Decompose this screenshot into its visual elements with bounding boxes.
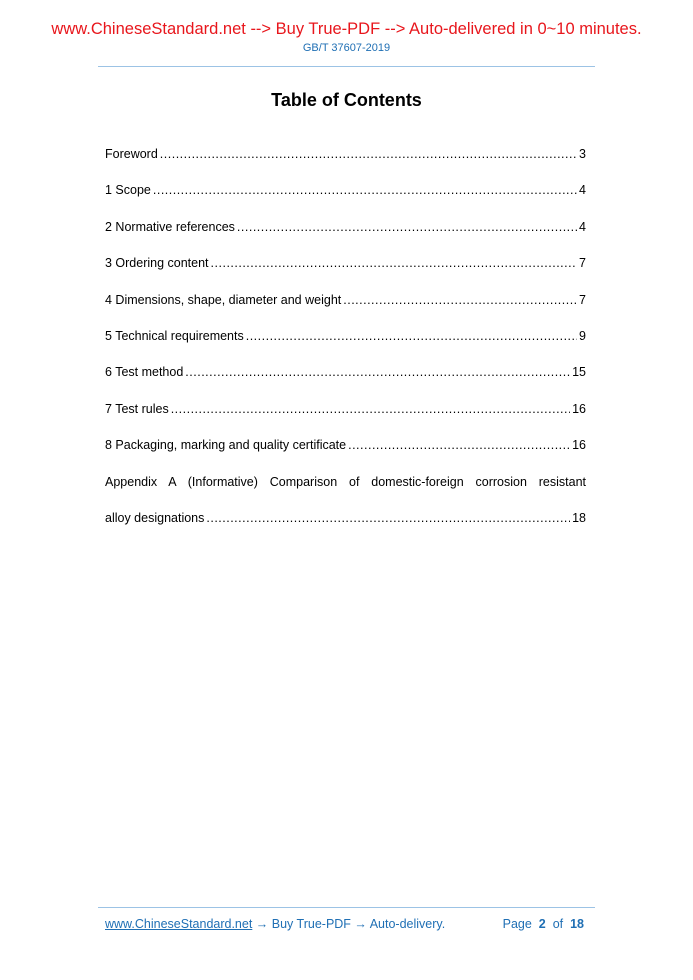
toc-entry-label-line2: alloy designations: [105, 510, 205, 525]
toc-entry-label: 7 Test rules: [105, 401, 169, 416]
dot-leader: [160, 144, 577, 164]
toc-entry-page: 3: [579, 147, 586, 161]
toc-entry-appendix-a[interactable]: [105, 472, 586, 545]
toc-entry-dimensions[interactable]: [105, 290, 586, 326]
toc-entry-label: 6 Test method: [105, 365, 184, 380]
page-footer: [105, 916, 586, 932]
dot-leader: [246, 326, 577, 346]
toc-entry-packaging[interactable]: [105, 435, 586, 471]
toc-entry-page: 7: [579, 292, 586, 307]
footer-tagline: → Buy True-PDF → Auto-delivery.: [252, 917, 446, 931]
promo-banner[interactable]: www.ChineseStandard.net --> Buy True-PDF --> Auto-delivered in 0~10 minutes.: [51, 20, 642, 38]
toc-entry-scope[interactable]: [105, 180, 586, 216]
toc-entry-page: 16: [572, 401, 586, 416]
toc-entry-normative-references[interactable]: [105, 217, 586, 253]
toc-entry-test-method[interactable]: [105, 362, 586, 398]
dot-leader: [171, 399, 570, 419]
toc-entry-label: 4 Dimensions, shape, diameter and weight: [105, 292, 342, 307]
toc-entry-ordering-content[interactable]: [105, 253, 586, 289]
toc-entry-foreword[interactable]: [105, 144, 586, 180]
page-word: Page: [502, 917, 532, 931]
page-indicator: [503, 916, 584, 932]
header-divider: [98, 66, 595, 67]
dot-leader: [185, 362, 570, 382]
toc-entry-page: 4: [579, 183, 586, 198]
dot-leader: [343, 290, 577, 310]
dot-leader: [153, 180, 577, 200]
toc-entry-page: 7: [579, 256, 586, 271]
toc-entry-page: 4: [579, 219, 586, 234]
page-of: of: [552, 917, 564, 931]
page-total: 18: [570, 917, 584, 931]
dot-leader: [206, 508, 570, 528]
page-current: 2: [538, 917, 546, 931]
toc-entry-label: 8 Packaging, marking and quality certificate: [105, 438, 347, 453]
dot-leader: [211, 253, 578, 273]
toc-entry-label-line1: Appendix A (Informative) Comparison of domestic-foreign corrosion resistant: [105, 474, 586, 489]
toc-entry-appendix-a-line2: [105, 508, 586, 544]
toc-entry-page: 15: [572, 365, 586, 380]
document-code: GB/T 37607-2019: [302, 42, 391, 54]
toc-entry-technical-requirements[interactable]: [105, 326, 586, 362]
toc-entry-label: Foreword: [105, 147, 158, 161]
toc-entry-label: 2 Normative references: [105, 219, 235, 234]
footer-site-link[interactable]: www.ChineseStandard.net: [105, 917, 253, 931]
toc-entry-label: 5 Technical requirements: [105, 328, 244, 343]
table-of-contents: [105, 144, 586, 544]
toc-entry-label: 3 Ordering content: [105, 256, 209, 271]
toc-entry-page: 16: [572, 438, 586, 453]
dot-leader: [348, 435, 570, 455]
toc-entry-page: 18: [572, 510, 586, 525]
toc-entry-label: 1 Scope: [105, 183, 151, 198]
toc-entry-test-rules[interactable]: [105, 399, 586, 435]
toc-entry-page: 9: [579, 328, 586, 343]
toc-title: Table of Contents: [271, 90, 422, 110]
footer-divider: [98, 907, 595, 908]
dot-leader: [237, 217, 577, 237]
